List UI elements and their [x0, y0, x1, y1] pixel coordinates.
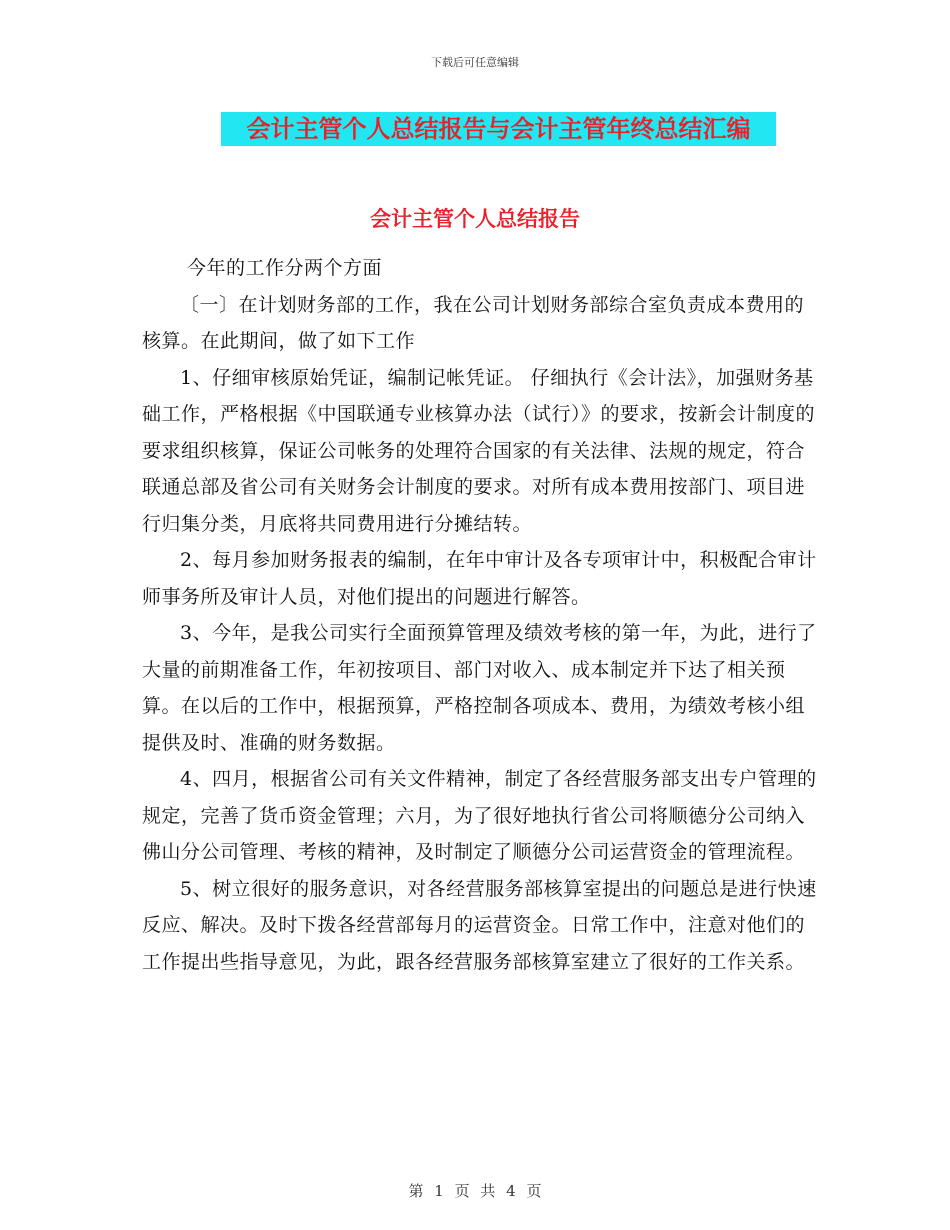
paragraph: 5、树立很好的服务意识，对各经营服务部核算室提出的问题总是进行快速反应、解决。及时下拨各经营部每月的运营资金。日常工作中，注意对他们的工作提出些指导意见，为此，跟各经营服务部核算室建立了很好的工作关系。 — [142, 877, 817, 973]
paragraph: 今年的工作分两个方面 — [187, 257, 383, 279]
paragraph: 2、每月参加财务报表的编制，在年中审计及各专项审计中，积极配合审计师事务所及审计人员，对他们提出的问题进行解答。 — [142, 549, 817, 608]
page-footer: 第 1 页 共 4 页 — [408, 1182, 542, 1200]
main-title: 会计主管个人总结报告与会计主管年终总结汇编 — [246, 114, 751, 143]
paragraph: 1、仔细审核原始凭证，编制记帐凭证。 仔细执行《会计法》，加强财务基础工作，严格根据《中国联通专业核算办法（试行）》的要求，按新会计制度的要求组织核算，保证公司帐务的处理符合国家的有关法律、法规的规定，符合联通总部及省公司有关财务会计制度的要求。对所有成本费用按部门、项目进行归集分类，月底将共同费用进行分摊结转。 — [142, 366, 816, 535]
paragraph: 4、四月，根据省公司有关文件精神，制定了各经营服务部支出专户管理的规定，完善了货币资金管理；六月，为了很好地执行省公司将顺德分公司纳入佛山分公司管理、考核的精神，及时制定了顺德分公司运营资金的管理流程。 — [142, 768, 817, 863]
document-body — [142, 250, 822, 980]
paragraph: 3、今年，是我公司实行全面预算管理及绩效考核的第一年，为此，进行了大量的前期准备工作，年初按项目、部门对收入、成本制定并下达了相关预算。在以后的工作中，根据预算，严格控制各项成本、费用，为绩效考核小组提供及时、准确的财务数据。 — [142, 622, 817, 754]
header-note: 下载后可任意编辑 — [431, 56, 519, 69]
paragraph: 〔一〕在计划财务部的工作，我在公司计划财务部综合室负责成本费用的核算。在此期间，做了如下工作 — [142, 293, 805, 352]
section-title: 会计主管个人总结报告 — [370, 206, 580, 231]
main-title-highlight — [221, 112, 776, 146]
